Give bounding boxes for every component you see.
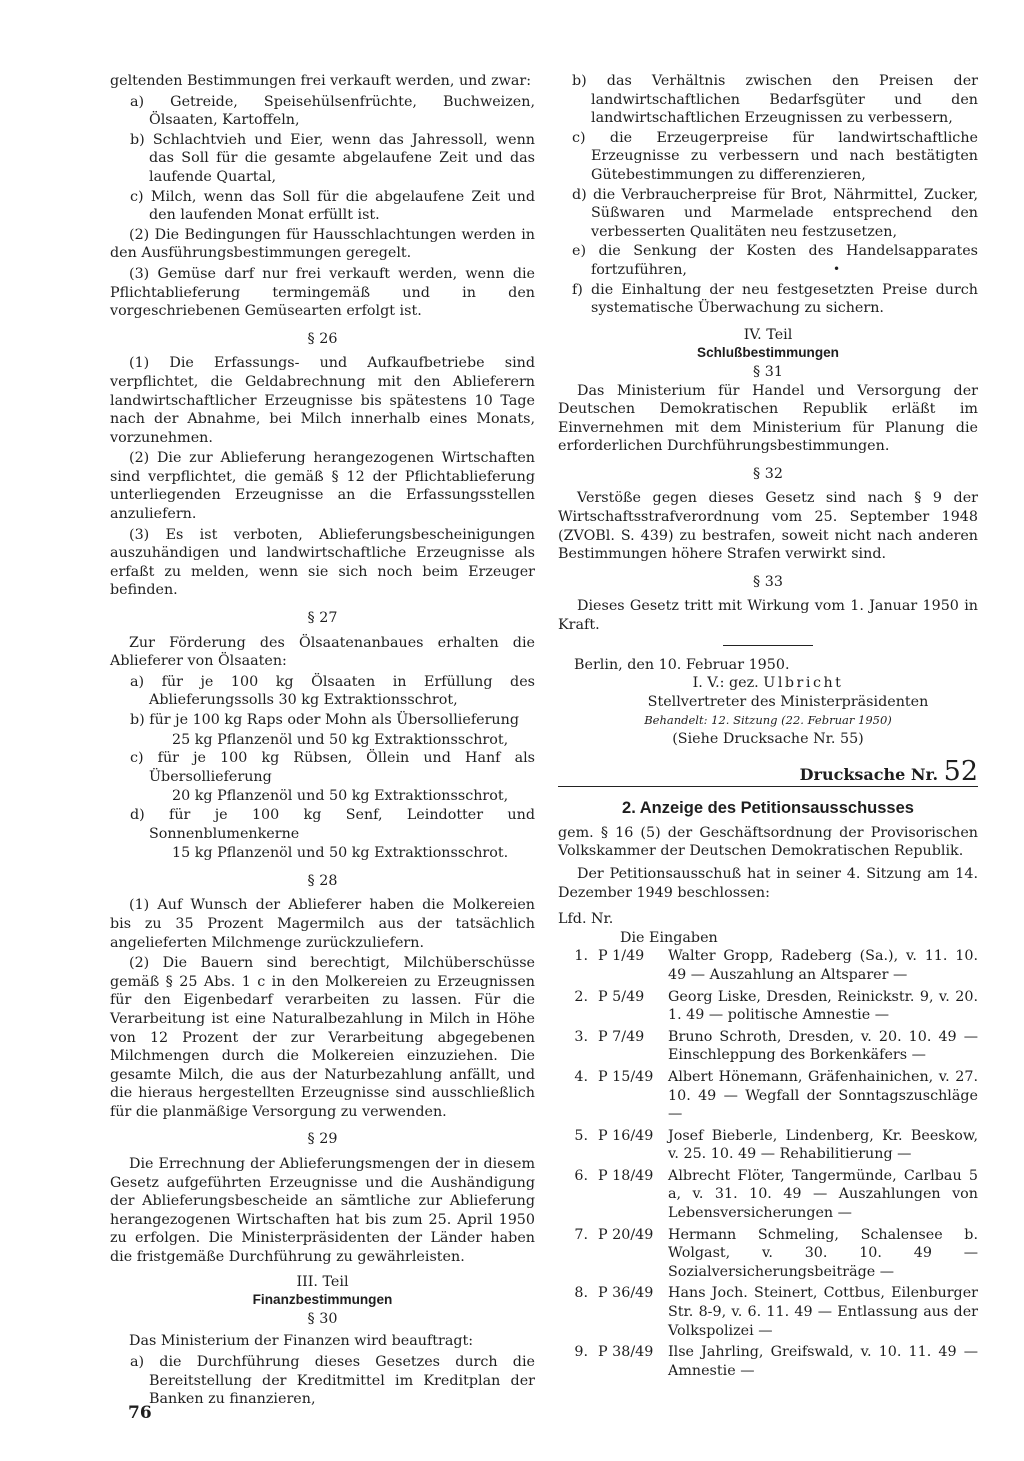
row-number: 5. xyxy=(574,1127,588,1144)
list-item: a) Getreide, Speisehülsenfrüchte, Buchweizen, Ölsaaten, Kartoffeln, xyxy=(130,93,535,129)
table-row xyxy=(558,1284,978,1340)
table-row xyxy=(558,988,978,1025)
table-row xyxy=(558,1226,978,1282)
row-number: 2. xyxy=(574,988,588,1005)
list-item: b) das Verhältnis zwischen den Preisen der landwirtschaftlichen Bedarfsgüter und den landwirtschaftlichen Erzeugnissen zu verbessern, xyxy=(572,73,978,127)
paragraph: (1) Auf Wunsch der Ablieferer haben die Molkereien bis zu 35 Prozent Magermilch aus der tatsächlich angelieferten Milchmenge zurückzuliefern. xyxy=(110,897,535,951)
list-item: b) für je 100 kg Raps oder Mohn als Übersollieferung xyxy=(130,712,519,728)
list-item: e) die Senkung der Kosten des Handelsapparates fortzuführen, xyxy=(572,243,978,278)
list-subitem: 15 kg Pflanzenöl und 50 kg Extraktionsschrot. xyxy=(172,845,509,862)
row-number: 4. xyxy=(574,1068,588,1085)
section-heading: § 30 xyxy=(307,1310,338,1327)
row-number: 3. xyxy=(574,1028,588,1045)
part-title: Finanzbestimmungen xyxy=(252,1292,393,1308)
paragraph: Das Ministerium für Handel und Versorgung der Deutschen Demokratischen Republik erläßt im Einvernehmen mit dem Ministerium für Planung die erforderlichen Durchführungsbestimmungen. xyxy=(558,382,978,455)
row-text: Josef Bieberle, Lindenberg, Kr. Beeskow, v. 25. 10. 49 — Rehabilitierung — xyxy=(668,1127,978,1163)
paragraph: Verstöße gegen dieses Gesetz sind nach § 9 der Wirtschaftsstrafverordnung vom 25. September 1948 (ZVOBl. S. 439) zu bestrafen, soweit nicht nach anderen Bestimmungen höhere Strafen verwirkt sind. xyxy=(558,490,978,563)
signature-prefix: I. V.: gez. xyxy=(692,675,759,692)
paragraph: (3) Gemüse darf nur frei verkauft werden, wenn die Pflichtablieferung termingemäß und in den vorgeschriebenen Gemüsearten erfolgt ist. xyxy=(110,265,535,320)
row-reference: P 5/49 xyxy=(598,988,645,1005)
part-heading: IV. Teil xyxy=(743,326,793,343)
section-heading: § 26 xyxy=(307,330,338,347)
paragraph: (2) Die Bauern sind berechtigt, Milchüberschüsse gemäß § 25 Abs. 1 c in den Molkereien zu Erzeugnissen für den Eigenbedarf verarbeiten zu lassen. Für die Verarbeitung ist eine Naturalbezahlung in Milch in Höhe von 12 Prozent der zur Verarbeitung abgegebenen Milchmengen durch die Molkereien einzuziehen. Die gesamte Milch, die aus der Naturbezahlung anfällt, und die hieraus hergestellten Erzeugnisse sind ausschließlich für die planmäßige Versorgung zu verwenden. xyxy=(110,955,535,1120)
left-column xyxy=(110,72,535,1410)
section-heading: § 28 xyxy=(307,872,338,889)
row-reference: P 16/49 xyxy=(598,1127,654,1144)
lfd-nr-label: Lfd. Nr. xyxy=(558,911,614,928)
signature-line xyxy=(558,674,978,693)
row-text: Ilse Jahrling, Greifswald, v. 10. 11. 49 — Amnestie — xyxy=(668,1344,978,1379)
print-speck-dot: • xyxy=(833,262,841,276)
row-text: Georg Liske, Dresden, Reinickstr. 9, v. 20. 1. 49 — politische Amnestie — xyxy=(668,988,978,1024)
row-text: Albrecht Flöter, Tangermünde, Carlbau 5 a, v. 31. 10. 49 — Auszahlungen von Lebensversicherungen — xyxy=(668,1167,978,1222)
signature-name: Ulbricht xyxy=(763,675,844,692)
paragraph: Die Errechnung der Ablieferungsmengen der in diesem Gesetz aufgeführten Erzeugnisse und die Aushändigung der Ablieferungsbescheide an sämtliche zur Ablieferung herangezogenen Wirtschaften hat bis zum 25. April 1950 zu erfolgen. Die Ministerpräsidenten der Länder haben die fristgemäße Durchführung zu gewährleisten. xyxy=(110,1156,535,1266)
section-heading: § 31 xyxy=(753,363,783,380)
paragraph: (3) Es ist verboten, Ablieferungsbescheinigungen auszuhändigen und landwirtschaftliche Erzeugnisse als erfaßt zu melden, wenn sie sich noch beim Erzeuger befinden. xyxy=(110,526,535,599)
paragraph: (1) Die Erfassungs- und Aufkaufbetriebe sind verpflichtet, die Geldabrechnung mit den Ablieferern landwirtschaftlicher Erzeugnisse bis spätestens 10 Tage nach der Abnahme, bei Milch innerhalb eines Monats, vorzunehmen. xyxy=(110,355,535,446)
row-number: 9. xyxy=(574,1344,588,1361)
list-item: b) Schlachtvieh und Eier, wenn das Jahressoll, wenn das Soll für die gesamte abgelaufene Zeit und das laufende Quartal, xyxy=(130,131,535,185)
list-item: a) die Durchführung dieses Gesetzes durch die Bereitstellung der Kreditmittel im Kreditplan der Banken zu finanzieren, xyxy=(130,1354,535,1408)
list-subitem: 20 kg Pflanzenöl und 50 kg Extraktionsschrot, xyxy=(172,788,509,805)
list-subitem: 25 kg Pflanzenöl und 50 kg Extraktionsschrot, xyxy=(172,731,509,748)
paragraph: Das Ministerium der Finanzen wird beauftragt: xyxy=(129,1333,474,1350)
table-row xyxy=(558,1343,978,1380)
row-reference: P 18/49 xyxy=(598,1167,654,1184)
drucksache-number: 52 xyxy=(943,755,978,787)
list-item: d) für je 100 kg Senf, Leindotter und Sonnenblumenkerne xyxy=(130,806,535,842)
paragraph: Zur Förderung des Ölsaatenanbaues erhalten die Ablieferer von Ölsaaten: xyxy=(110,634,535,670)
list-item: c) Milch, wenn das Soll für die abgelaufene Zeit und den laufenden Monat erfüllt ist. xyxy=(130,188,535,224)
behandelt-note: Behandelt: 12. Sitzung (22. Februar 1950) xyxy=(644,713,892,728)
drucksache-label: Drucksache Nr. xyxy=(799,764,939,784)
row-reference: P 15/49 xyxy=(598,1068,654,1085)
row-text: Hans Joch. Steinert, Cottbus, Eilenburger Str. 8-9, v. 6. 11. 49 — Entlassung aus der Volkspolizei — xyxy=(668,1285,978,1339)
divider xyxy=(723,645,813,646)
row-reference: P 20/49 xyxy=(598,1226,654,1243)
list-item: c) die Erzeugerpreise für landwirtschaftliche Erzeugnisse zu verbessern und nach bestätigten Gütebestimmungen zu differenzieren, xyxy=(572,129,978,183)
row-reference: P 38/49 xyxy=(598,1344,654,1361)
paragraph: (2) Die Bedingungen für Hausschlachtungen werden in den Ausführungsbestimmungen geregelt. xyxy=(110,226,535,262)
table-row xyxy=(558,1127,978,1164)
list-item: d) die Verbraucherpreise für Brot, Nährmittel, Zucker, Süßwaren und Marmelade entsprechend den verbesserten Qualitäten neu festzusetzen, xyxy=(572,186,978,240)
paragraph: geltenden Bestimmungen frei verkauft werden, und zwar: xyxy=(110,73,532,89)
row-text: Walter Gropp, Radeberg (Sa.), v. 11. 10. 49 — Auszahlung an Altsparer — xyxy=(668,948,978,983)
siehe-note: (Siehe Drucksache Nr. 55) xyxy=(672,731,864,747)
paragraph: Der Petitionsausschuß hat in seiner 4. Sitzung am 14. Dezember 1949 beschlossen: xyxy=(558,865,978,901)
part-title: Schlußbestimmungen xyxy=(697,345,839,361)
row-text: Hermann Schmeling, Schalensee b. Wolgast, v. 30. 10. 49 — Sozialversicherungsbeiträge — xyxy=(668,1226,978,1280)
row-text: Albert Hönemann, Gräfenhainichen, v. 27. 10. 49 — Wegfall der Sonntagszuschläge — xyxy=(668,1068,978,1123)
paragraph: Dieses Gesetz tritt mit Wirkung vom 1. Januar 1950 in Kraft. xyxy=(558,598,978,634)
table-row xyxy=(558,947,978,984)
anzeige-title: 2. Anzeige des Petitionsausschusses xyxy=(622,799,914,818)
part-heading: III. Teil xyxy=(296,1273,349,1290)
paragraph: gem. § 16 (5) der Geschäftsordnung der Provisorischen Volkskammer der Deutschen Demokratischen Republik. xyxy=(558,824,978,860)
paragraph: (2) Die zur Ablieferung herangezogenen Wirtschaften sind verpflichtet, die gemäß § 12 der Pflichtablieferung unterliegenden Erzeugnisse an die Erfassungsstellen anzuliefern. xyxy=(110,450,535,523)
row-reference: P 1/49 xyxy=(598,948,645,965)
section-heading: § 33 xyxy=(753,573,783,590)
row-number: 6. xyxy=(574,1167,588,1184)
table-row xyxy=(558,1068,978,1124)
row-text: Bruno Schroth, Dresden, v. 20. 10. 49 — Einschleppung des Borkenkäfers — xyxy=(668,1028,978,1064)
section-heading: § 27 xyxy=(307,610,338,627)
place-date: Berlin, den 10. Februar 1950. xyxy=(574,656,790,673)
list-item: a) für je 100 kg Ölsaaten in Erfüllung des Ablieferungssolls 30 kg Extraktionsschrot, xyxy=(130,673,535,709)
right-column xyxy=(558,72,978,1383)
section-heading: § 32 xyxy=(753,465,783,482)
drucksache-header xyxy=(558,755,978,788)
section-heading: § 29 xyxy=(307,1131,338,1148)
page-number: 76 xyxy=(128,1403,152,1423)
row-number: 1. xyxy=(574,948,588,965)
eingaben-heading: Die Eingaben xyxy=(620,929,718,946)
list-item: f) die Einhaltung der neu festgesetzten Preise durch systematische Überwachung zu sichern. xyxy=(572,281,978,317)
row-number: 7. xyxy=(574,1226,588,1243)
row-number: 8. xyxy=(574,1285,588,1302)
table-row xyxy=(558,1028,978,1065)
table-row xyxy=(558,1167,978,1223)
signature-role: Stellvertreter des Ministerpräsidenten xyxy=(647,693,929,710)
row-reference: P 36/49 xyxy=(598,1285,654,1302)
list-item: c) für je 100 kg Rübsen, Öllein und Hanf als Übersollieferung xyxy=(130,750,535,785)
row-reference: P 7/49 xyxy=(598,1028,645,1045)
